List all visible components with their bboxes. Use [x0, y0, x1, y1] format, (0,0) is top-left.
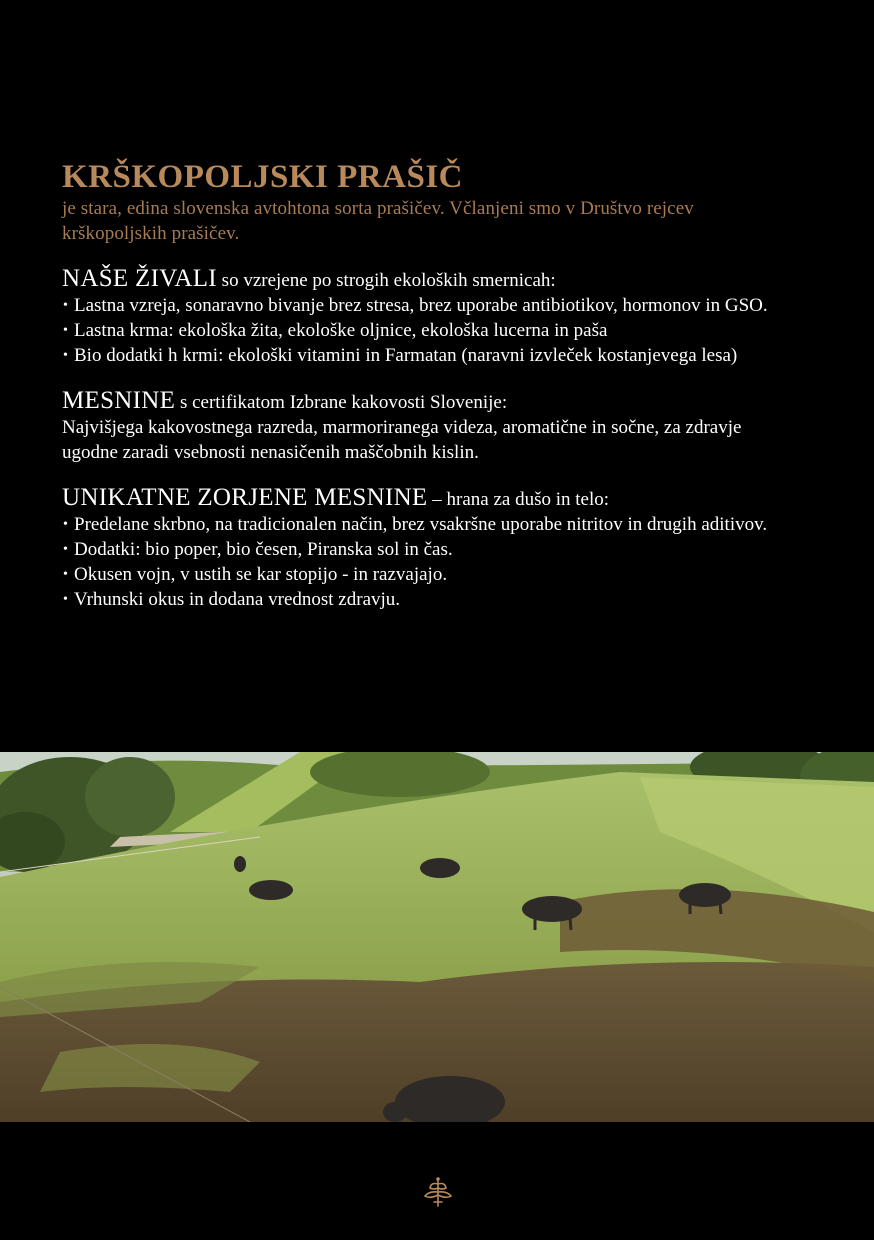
- cured-heading-line: [62, 485, 802, 512]
- meats-subheading: s certifikatom Izbrane kakovosti Slovenije:: [175, 392, 508, 413]
- fleur-ornament-icon: [421, 1176, 455, 1208]
- list-item: • Lastna krma: ekološka žita, ekološke oljnice, ekološka lucerna in paša: [62, 318, 802, 343]
- animals-section: [62, 266, 802, 368]
- list-item: • Bio dodatki h krmi: ekološki vitamini in Farmatan (naravni izvleček kostanjevega lesa): [62, 343, 802, 368]
- pigs-in-pasture-photo: [0, 752, 874, 1122]
- intro-text: je stara, edina slovenska avtohtona sorta prašičev. Včlanjeni smo v Društvo rejcev krškopoljskih prašičev.: [62, 198, 694, 244]
- meats-paragraph: Najvišjega kakovostnega razreda, marmoriranega videza, aromatične in sočne, za zdravje ugodne zaradi vsebnosti nenasičenih maščobnih kislin.: [62, 417, 742, 463]
- animals-subheading: so vzrejene po strogih ekoloških smernicah:: [216, 270, 556, 291]
- text-content: [62, 158, 802, 612]
- list-item: • Vrhunski okus in dodana vrednost zdravju.: [62, 587, 802, 612]
- cured-subheading: – hrana za dušo in telo:: [427, 489, 610, 510]
- list-item: • Lastna vzreja, sonaravno bivanje brez stresa, brez uporabe antibiotikov, hormonov in GSO.: [62, 293, 802, 318]
- cured-section: [62, 485, 802, 612]
- animals-heading-line: [62, 266, 802, 293]
- list-item: • Predelane skrbno, na tradicionalen način, brez vsakršne uporabe nitritov in drugih aditivov.: [62, 512, 802, 537]
- cured-heading: UNIKATNE ZORJENE MESNINE: [62, 484, 428, 511]
- animals-heading: NAŠE ŽIVALI: [62, 265, 217, 292]
- animals-list: [62, 293, 802, 368]
- page-title: KRŠKOPOLJSKI PRAŠIČ: [62, 159, 463, 195]
- cured-list: [62, 512, 802, 612]
- list-item: • Dodatki: bio poper, bio česen, Piranska sol in čas.: [62, 537, 802, 562]
- meats-section: [62, 388, 802, 465]
- meats-heading-line: [62, 388, 802, 415]
- list-item: • Okusen vojn, v ustih se kar stopijo - in razvajajo.: [62, 562, 802, 587]
- meats-heading: MESNINE: [62, 387, 176, 414]
